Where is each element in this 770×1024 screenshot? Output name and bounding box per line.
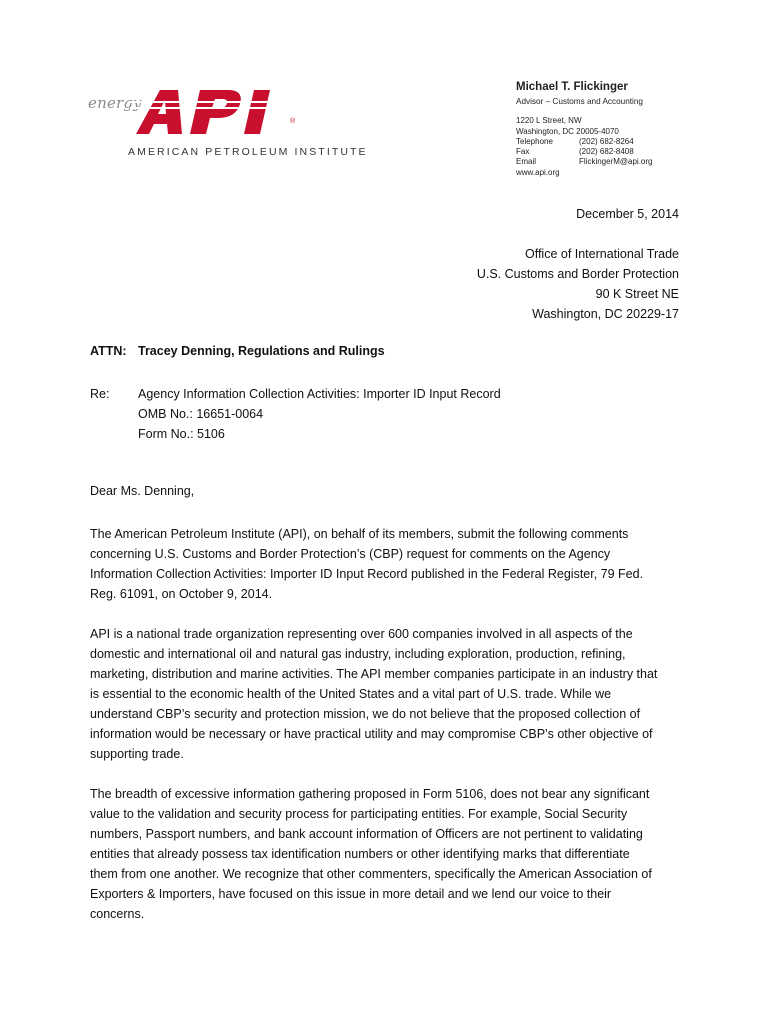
text-line: them from one another. We recognize that other commenters, specifically the American Association of bbox=[90, 867, 652, 881]
re-label: Re: bbox=[90, 387, 110, 401]
attention-line bbox=[90, 344, 385, 358]
sender-block bbox=[516, 80, 756, 178]
recipient-line: Washington, DC 20229-17 bbox=[532, 307, 679, 321]
text-line: domestic and international oil and natural gas industry, including exploration, production, refining, bbox=[90, 647, 626, 661]
text-line: concerns. bbox=[90, 907, 145, 921]
text-line: information would be necessary or have practical utility and may compromise CBP’s other objective of bbox=[90, 727, 653, 741]
text-line: The breadth of excessive information gathering proposed in Form 5106, does not bear any significant bbox=[90, 787, 650, 801]
recipient-address bbox=[477, 244, 679, 324]
attn-text: Tracey Denning, Regulations and Rulings bbox=[138, 344, 385, 358]
sender-city: Washington, DC 20005-4070 bbox=[516, 126, 619, 136]
omb-number: OMB No.: 16651-0064 bbox=[138, 407, 264, 421]
organization-name: AMERICAN PETROLEUM INSTITUTE bbox=[128, 146, 368, 158]
api-logo bbox=[88, 86, 368, 158]
logo-tagline: energy bbox=[88, 94, 142, 112]
attn-label: ATTN: bbox=[90, 344, 127, 358]
email-label: Email bbox=[516, 157, 537, 167]
text-line: marketing, distribution and marine activities. The API member companies participate in an industry that bbox=[90, 667, 658, 681]
paragraph-about-api bbox=[90, 624, 690, 764]
telephone-label: Telephone bbox=[516, 136, 553, 146]
sender-street: 1220 L Street, NW bbox=[516, 116, 582, 126]
paragraph-information-gathering bbox=[90, 784, 690, 924]
email-value[interactable]: FlickingerM@api.org bbox=[579, 157, 653, 167]
sender-name: Michael T. Flickinger bbox=[516, 81, 628, 93]
fax-label: Fax bbox=[516, 147, 530, 157]
text-line: Information Collection Activities: Importer ID Input Record published in the Federal Register, 79 Fed. bbox=[90, 567, 644, 581]
text-line: entities that already possess tax identification numbers or other identifying marks that differentiate bbox=[90, 847, 630, 861]
text-line: concerning U.S. Customs and Border Protection’s (CBP) request for comments on the Agency bbox=[90, 547, 611, 561]
text-line: understand CBP’s security and protection mission, we do not believe that the proposed collection of bbox=[90, 707, 641, 721]
sender-website[interactable]: www.api.org bbox=[516, 167, 560, 177]
subject-line: Agency Information Collection Activities: Importer ID Input Record bbox=[138, 387, 501, 401]
text-line: is essential to the economic health of the United States and a vital part of U.S. trade. While we bbox=[90, 687, 612, 701]
telephone-value: (202) 682-8264 bbox=[579, 136, 634, 146]
fax-value: (202) 682-8408 bbox=[579, 147, 634, 157]
text-line: Reg. 61091, on October 9, 2014. bbox=[90, 587, 273, 601]
recipient-line: U.S. Customs and Border Protection bbox=[476, 267, 679, 281]
sender-email bbox=[516, 157, 756, 167]
sender-fax bbox=[516, 147, 756, 157]
text-line: The American Petroleum Institute (API), on behalf of its members, submit the following comments bbox=[90, 527, 629, 541]
letter-date: December 5, 2014 bbox=[576, 207, 679, 221]
recipient-line: Office of International Trade bbox=[524, 247, 679, 261]
paragraph-intro bbox=[90, 524, 690, 604]
recipient-line: 90 K Street NE bbox=[595, 287, 679, 301]
sender-telephone bbox=[516, 137, 756, 147]
salutation: Dear Ms. Denning, bbox=[90, 484, 195, 498]
text-line: Exporters & Importers, have focused on this issue in more detail and we lend our voice to their bbox=[90, 887, 612, 901]
text-line: API is a national trade organization representing over 600 companies involved in all aspects of the bbox=[90, 627, 633, 641]
subject-block bbox=[90, 384, 501, 444]
text-line: supporting trade. bbox=[90, 747, 184, 761]
form-number: Form No.: 5106 bbox=[138, 427, 225, 441]
api-logo-mark bbox=[130, 86, 290, 136]
sender-title: Advisor – Customs and Accounting bbox=[516, 97, 643, 106]
text-line: numbers, Passport numbers, and bank account information of Officers are not pertinent to validating bbox=[90, 827, 643, 841]
text-line: value to the validation and security process for participating entities. For example, Social Security bbox=[90, 807, 628, 821]
registered-mark: ® bbox=[290, 118, 296, 125]
